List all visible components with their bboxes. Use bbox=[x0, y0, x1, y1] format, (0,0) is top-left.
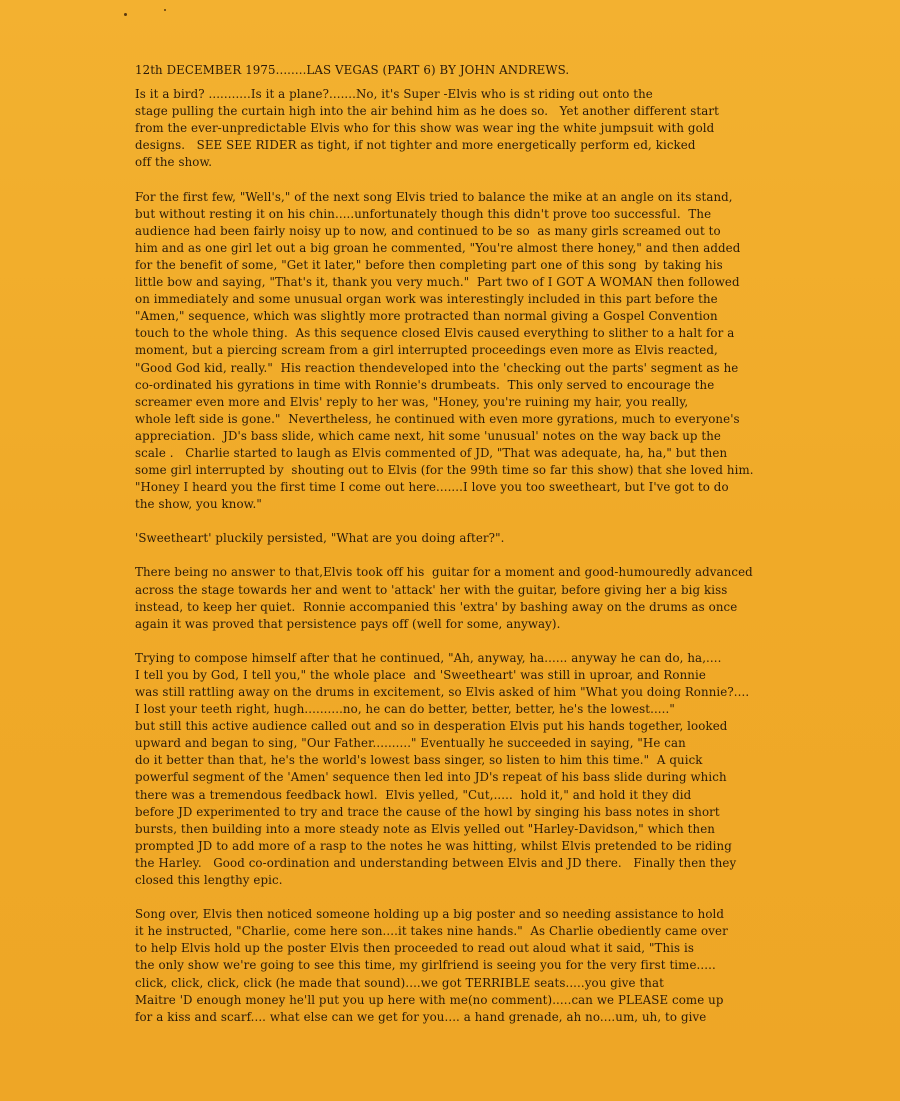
text-line: upward and began to sing, "Our Father.........." Eventually he succeeded in saying, "He can bbox=[135, 736, 686, 751]
text-line: the show, you know." bbox=[135, 497, 262, 512]
text-line: but still this active audience called out and so in desperation Elvis put his hands together, looked bbox=[135, 719, 728, 734]
paragraph bbox=[135, 530, 835, 547]
article-paragraphs bbox=[135, 86, 835, 1026]
text-line: I lost your teeth right, hugh..........no, he can do better, better, better, he's the lowest....." bbox=[135, 702, 675, 717]
article-heading: 12th DECEMBER 1975........LAS VEGAS (PART 6) BY JOHN ANDREWS. bbox=[135, 63, 570, 77]
text-line: him and as one girl let out a big groan he commented, "You're almost there honey," and then added bbox=[135, 240, 741, 255]
text-line: off the show. bbox=[135, 155, 213, 170]
text-line: it he instructed, "Charlie, come here son....it takes nine hands." As Charlie obediently came over bbox=[135, 924, 728, 939]
text-line: powerful segment of the 'Amen' sequence then led into JD's repeat of his bass slide during which bbox=[135, 770, 727, 785]
text-line: "Good God kid, really." His reaction thendeveloped into the 'checking out the parts' segment as he bbox=[135, 360, 739, 375]
text-line: across the stage towards her and went to 'attack' her with the guitar, before giving her a big kiss bbox=[135, 582, 728, 597]
paragraph bbox=[135, 189, 835, 514]
text-line: was still rattling away on the drums in excitement, so Elvis asked of him "What you doing Ronnie?.... bbox=[135, 685, 750, 699]
text-line: appreciation. JD's bass slide, which came next, hit some 'unusual' notes on the way back up the bbox=[135, 428, 722, 443]
text-line: little bow and saying, "That's it, thank you very much." Part two of I GOT A WOMAN then followed bbox=[135, 275, 740, 290]
text-line: There being no answer to that,Elvis took off his guitar for a moment and good-humouredly advanced bbox=[135, 565, 753, 580]
text-line: before JD experimented to try and trace the cause of the howl by singing his bass notes in short bbox=[135, 804, 720, 819]
paragraph bbox=[135, 650, 835, 889]
text-line: Song over, Elvis then noticed someone holding up a big poster and so needing assistance to hold bbox=[135, 907, 725, 922]
text-line: moment, but a piercing scream from a girl interrupted proceedings even more as Elvis reacted, bbox=[135, 343, 718, 358]
article-body bbox=[135, 62, 835, 1043]
text-line: closed this lengthy epic. bbox=[135, 873, 283, 888]
text-line: designs. SEE SEE RIDER as tight, if not tighter and more energetically perform ed, kicked bbox=[135, 138, 696, 153]
text-line: I tell you by God, I tell you," the whole place and 'Sweetheart' was still in uproar, and Ronnie bbox=[135, 667, 706, 682]
text-line: there was a tremendous feedback howl. Elvis yelled, "Cut,..... hold it," and hold it they did bbox=[135, 787, 692, 802]
text-line: instead, to keep her quiet. Ronnie accompanied this 'extra' by bashing away on the drums as once bbox=[135, 599, 738, 614]
text-line: from the ever-unpredictable Elvis who for this show was wear ing the white jumpsuit with gold bbox=[135, 121, 715, 136]
text-line: the only show we're going to see this time, my girlfriend is seeing you for the very first time..... bbox=[135, 958, 716, 973]
text-line: touch to the whole thing. As this sequence closed Elvis caused everything to slither to a halt for a bbox=[135, 326, 735, 341]
text-line: Is it a bird? ...........Is it a plane?.......No, it's Super -Elvis who is st riding out onto the bbox=[135, 87, 653, 102]
text-line: click, click, click, click (he made that sound)....we got TERRIBLE seats.....you give that bbox=[135, 975, 664, 990]
paper-speck bbox=[164, 9, 166, 11]
text-line: Trying to compose himself after that he continued, "Ah, anyway, ha...... anyway he can do, ha,.... bbox=[135, 650, 722, 665]
text-line: 'Sweetheart' pluckily persisted, "What are you doing after?". bbox=[135, 531, 505, 546]
text-line: prompted JD to add more of a rasp to the notes he was hitting, whilst Elvis pretended to be riding bbox=[135, 838, 732, 853]
text-line: for the benefit of some, "Get it later," before then completing part one of this song by taking his bbox=[135, 257, 723, 272]
text-line: but without resting it on his chin.....unfortunately though this didn't prove too successful. The bbox=[135, 206, 712, 221]
text-line: stage pulling the curtain high into the air behind him as he does so. Yet another different start bbox=[135, 104, 719, 119]
paragraph bbox=[135, 906, 835, 1026]
text-line: scale . Charlie started to laugh as Elvis commented of JD, "That was adequate, ha, ha," but then bbox=[135, 445, 728, 460]
text-line: bursts, then building into a more steady note as Elvis yelled out "Harley-Davidson," which then bbox=[135, 821, 715, 836]
paragraph bbox=[135, 86, 835, 171]
text-line: whole left side is gone." Nevertheless, he continued with even more gyrations, much to everyone's bbox=[135, 411, 740, 426]
text-line: on immediately and some unusual organ work was interestingly included in this part before the bbox=[135, 292, 718, 307]
text-line: audience had been fairly noisy up to now, and continued to be so as many girls screamed out to bbox=[135, 223, 721, 238]
paragraph bbox=[135, 564, 835, 632]
text-line: co-ordinated his gyrations in time with Ronnie's drumbeats. This only served to encourage the bbox=[135, 377, 715, 392]
paper-speck bbox=[124, 13, 127, 16]
text-line: screamer even more and Elvis' reply to her was, "Honey, you're ruining my hair, you really, bbox=[135, 394, 689, 409]
text-line: for a kiss and scarf.... what else can we get for you.... a hand grenade, ah no....um, uh, to give bbox=[135, 1009, 707, 1024]
text-line: "Amen," sequence, which was slightly more protracted than normal giving a Gospel Convention bbox=[135, 309, 718, 324]
text-line: some girl interrupted by shouting out to Elvis (for the 99th time so far this show) that she loved him. bbox=[135, 463, 754, 478]
text-line: the Harley. Good co-ordination and understanding between Elvis and JD there. Finally then they bbox=[135, 855, 737, 870]
text-line: "Honey I heard you the first time I come out here.......I love you too sweetheart, but I've got to do bbox=[135, 480, 729, 495]
text-line: For the first few, "Well's," of the next song Elvis tried to balance the mike at an angle on its stand, bbox=[135, 189, 733, 204]
text-line: do it better than that, he's the world's lowest bass singer, so listen to him this time." A quick bbox=[135, 753, 703, 768]
text-line: to help Elvis hold up the poster Elvis then proceeded to read out aloud what it said, "This is bbox=[135, 941, 695, 956]
text-line: Maitre 'D enough money he'll put you up here with me(no comment).....can we PLEASE come up bbox=[135, 992, 724, 1007]
text-line: again it was proved that persistence pays off (well for some, anyway). bbox=[135, 616, 561, 631]
